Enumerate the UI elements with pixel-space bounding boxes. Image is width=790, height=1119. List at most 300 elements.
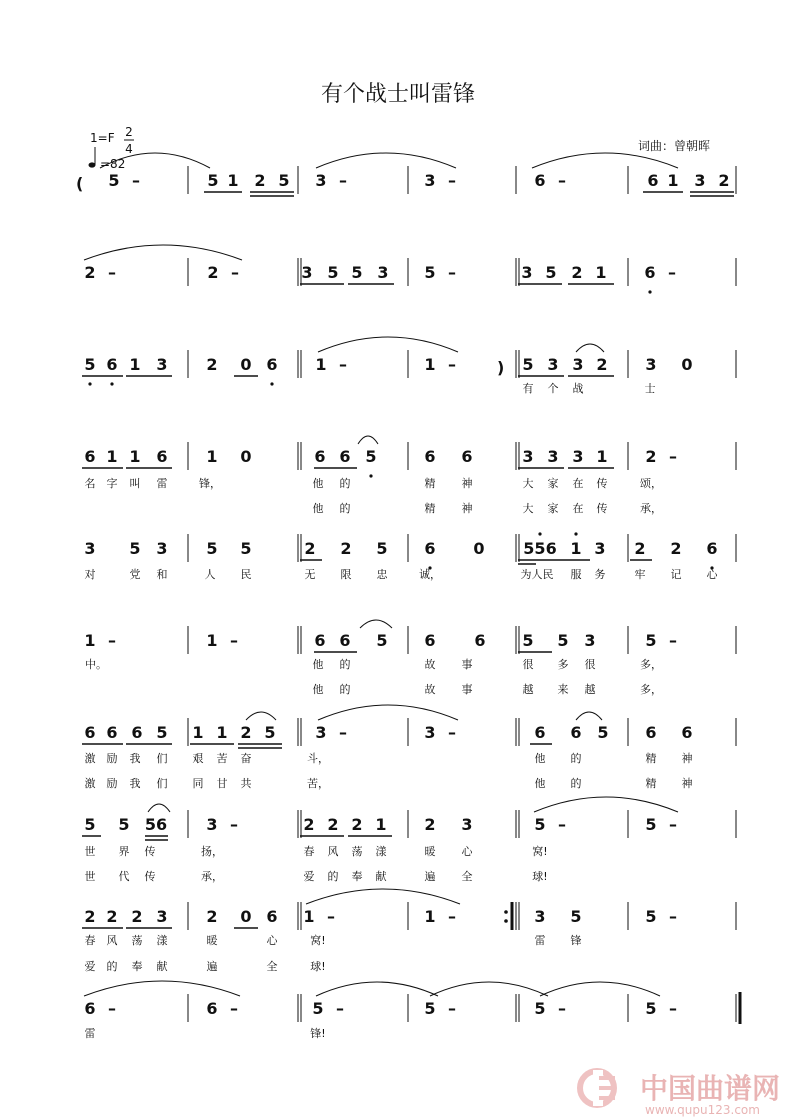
note: 2 (206, 907, 218, 926)
lyric-syllable: 心 (706, 568, 718, 581)
repeat-dot (504, 910, 508, 914)
lyric-syllable: 中。 (85, 658, 107, 671)
note: 2 (571, 263, 583, 282)
note: 1 (667, 171, 679, 190)
lyric-syllable: 承， (640, 502, 662, 515)
note: 6 (266, 907, 278, 926)
note: 6 (424, 631, 436, 650)
lyric-syllable: 神 (681, 777, 693, 790)
dash-note: – (108, 999, 116, 1018)
lyric-syllable: 他 (534, 777, 546, 790)
note: 5 (376, 631, 388, 650)
note: 3 (156, 539, 168, 558)
note: 5 (376, 539, 388, 558)
dash-note: – (669, 631, 677, 650)
note: 5 (206, 539, 218, 558)
note: 6 (424, 539, 436, 558)
note: 5 (264, 723, 276, 742)
lyric-syllable: 神 (461, 502, 473, 515)
note: 5 (84, 355, 96, 374)
note: 6 (84, 447, 96, 466)
note: 3 (522, 447, 534, 466)
note: 556 (523, 539, 557, 558)
lyric-syllable: 记 (670, 568, 682, 581)
lyric-syllable: 战 (572, 382, 584, 395)
note: 6 (570, 723, 582, 742)
note: 5 (597, 723, 609, 742)
lyric-syllable: 我 (129, 752, 141, 765)
lyric-syllable: 爱 (84, 960, 96, 973)
note: 5 (545, 263, 557, 282)
note: 2 (670, 539, 682, 558)
lyric-syllable: 和 (156, 568, 168, 581)
key-signature: 1=F (90, 131, 115, 145)
note: 6 (647, 171, 659, 190)
note: 5 (278, 171, 290, 190)
lyric-syllable: 界 (118, 845, 130, 858)
dash-note: – (230, 631, 238, 650)
note: 1 (206, 447, 218, 466)
dash-note: – (108, 631, 116, 650)
quarter-note-icon (89, 147, 96, 168)
note: 6 (461, 447, 473, 466)
song-title: 有个战士叫雷锋 (320, 82, 476, 107)
slur (540, 982, 660, 996)
lyric-syllable: 漾 (375, 845, 387, 858)
note: 5 (645, 999, 657, 1018)
notation-row (82, 436, 736, 515)
lyric-syllable: 服 (570, 568, 582, 581)
lyric-syllable: 励 (106, 777, 118, 790)
note: 6 (314, 631, 326, 650)
note: 3 (594, 539, 606, 558)
note: 1 (375, 815, 387, 834)
note: 3 (694, 171, 706, 190)
note: 3 (461, 815, 473, 834)
note: 5 (84, 815, 96, 834)
dash-note: – (231, 263, 239, 282)
lyric-syllable: 锋! (310, 1027, 326, 1040)
low-octave-dot (648, 290, 651, 293)
watermark-logo-icon (580, 1070, 615, 1106)
repeat-start-bracket: ( (76, 174, 84, 193)
credits: 词曲：曾朝晖 (638, 139, 711, 153)
note: 6 (156, 447, 168, 466)
low-octave-dot (369, 474, 372, 477)
note: 1 (106, 447, 118, 466)
lyric-syllable: 奉 (131, 960, 143, 973)
notation-row (82, 705, 736, 790)
note: 1 (206, 631, 218, 650)
note: 5 (522, 355, 534, 374)
slur (534, 797, 678, 812)
dash-note: – (448, 263, 456, 282)
lyric-syllable: 全 (266, 960, 278, 973)
note: 0 (240, 907, 252, 926)
note: 6 (84, 723, 96, 742)
note: 5 (534, 815, 546, 834)
lyric-syllable: 爱 (303, 870, 315, 883)
lyric-syllable: 精 (645, 777, 657, 790)
dash-note: – (558, 999, 566, 1018)
lyric-syllable: 的 (327, 870, 339, 883)
slur (316, 153, 456, 168)
note: 0 (681, 355, 693, 374)
lyric-syllable: 传 (596, 477, 608, 490)
note: 6 (706, 539, 718, 558)
note: 5 (645, 631, 657, 650)
lyric-syllable: 事 (461, 683, 473, 696)
note: 6 (106, 355, 118, 374)
dash-note: – (669, 999, 677, 1018)
lyric-syllable: 荡 (131, 934, 143, 947)
lyric-syllable: 颂， (640, 477, 662, 490)
note: 1 (315, 355, 327, 374)
lyric-syllable: 全 (461, 870, 473, 883)
lyric-syllable: 代 (118, 870, 130, 883)
lyric-syllable: 的 (339, 683, 351, 696)
note: 2 (718, 171, 730, 190)
note: 1 (424, 907, 436, 926)
note: 0 (473, 539, 485, 558)
lyric-syllable: 士 (644, 382, 656, 395)
tempo-marking: =82 (100, 157, 126, 171)
lyric-syllable: 对 (84, 568, 96, 581)
lyric-syllable: 承， (201, 870, 223, 883)
lyric-syllable: 诚， (419, 568, 441, 581)
dash-note: – (448, 355, 456, 374)
slur (84, 981, 240, 996)
lyric-syllable: 个 (547, 382, 559, 395)
note: 3 (584, 631, 596, 650)
slur (246, 712, 276, 720)
lyric-syllable: 世 (84, 870, 96, 883)
lyric-syllable: 励 (106, 752, 118, 765)
note: 2 (596, 355, 608, 374)
note: 5 (424, 999, 436, 1018)
note: 6 (206, 999, 218, 1018)
lyric-syllable: 雷 (84, 1027, 96, 1040)
lyric-syllable: 球! (310, 960, 326, 973)
lyric-syllable: 叫 (129, 477, 141, 490)
notation-row (82, 889, 736, 973)
dash-note: – (230, 815, 238, 834)
lyric-syllable: 的 (339, 502, 351, 515)
repeat-end-bracket: ) (497, 358, 505, 377)
lyric-syllable: 激 (84, 777, 96, 790)
lyric-syllable: 雷 (534, 934, 546, 947)
lyric-syllable: 家 (547, 477, 559, 490)
lyric-syllable: 苦， (307, 777, 329, 790)
slur (148, 804, 170, 812)
slur (318, 337, 458, 352)
dash-note: – (448, 999, 456, 1018)
lyric-syllable: 限 (340, 568, 352, 581)
lyric-syllable: 故 (424, 683, 436, 696)
note: 3 (301, 263, 313, 282)
lyric-syllable: 奉 (351, 870, 363, 883)
note: 6 (339, 447, 351, 466)
dash-note: – (448, 171, 456, 190)
note: 5 (129, 539, 141, 558)
lyric-syllable: 很 (522, 658, 534, 671)
note: 2 (303, 815, 315, 834)
note: 6 (131, 723, 143, 742)
lyric-syllable: 家 (547, 502, 559, 515)
lyric-syllable: 漾 (156, 934, 168, 947)
lyric-syllable: 世 (84, 845, 96, 858)
note: 2 (106, 907, 118, 926)
lyric-syllable: 窝! (310, 934, 326, 947)
lyric-syllable: 他 (312, 502, 324, 515)
note: 3 (156, 355, 168, 374)
lyric-syllable: 的 (570, 752, 582, 765)
slur (318, 705, 458, 720)
lyric-syllable: 的 (339, 658, 351, 671)
note: 5 (365, 447, 377, 466)
lyric-syllable: 为人民 (520, 568, 554, 581)
lyric-syllable: 越 (522, 683, 534, 696)
note: 5 (327, 263, 339, 282)
lyric-syllable: 甘 (216, 777, 228, 790)
dash-note: – (336, 999, 344, 1018)
lyric-syllable: 的 (339, 477, 351, 490)
repeat-dot (504, 919, 508, 923)
note: 5 (118, 815, 130, 834)
notation-row (82, 797, 736, 883)
lyric-syllable: 精 (424, 477, 436, 490)
lyric-syllable: 的 (570, 777, 582, 790)
notation-row (76, 153, 736, 196)
lyric-syllable: 斗， (307, 752, 329, 765)
dash-note: – (448, 723, 456, 742)
dash-note: – (132, 171, 140, 190)
lyric-syllable: 无 (304, 568, 316, 581)
note: 2 (424, 815, 436, 834)
watermark-brand: 中国曲谱网 (640, 1072, 781, 1105)
note: 6 (424, 447, 436, 466)
lyric-syllable: 暖 (424, 845, 436, 858)
lyric-syllable: 传 (596, 502, 608, 515)
watermark-url: www.qupu123.com (645, 1103, 760, 1117)
note: 2 (327, 815, 339, 834)
lyric-syllable: 风 (327, 845, 339, 858)
dash-note: – (558, 171, 566, 190)
lyric-syllable: 事 (461, 658, 473, 671)
lyric-syllable: 献 (156, 960, 168, 973)
note: 2 (645, 447, 657, 466)
dash-note: – (669, 907, 677, 926)
note: 0 (240, 355, 252, 374)
lyric-syllable: 们 (156, 777, 168, 790)
lyric-syllable: 字 (106, 477, 118, 490)
lyric-syllable: 心 (266, 934, 278, 947)
lyric-syllable: 精 (645, 752, 657, 765)
lyric-syllable: 遍 (424, 870, 436, 883)
lyric-syllable: 心 (461, 845, 473, 858)
note: 1 (129, 355, 141, 374)
note: 5 (424, 263, 436, 282)
note: 2 (206, 355, 218, 374)
dash-note: – (230, 999, 238, 1018)
lyric-syllable: 苦 (216, 752, 228, 765)
note: 3 (424, 171, 436, 190)
note: 5 (534, 999, 546, 1018)
note: 3 (534, 907, 546, 926)
lyric-syllable: 多 (557, 658, 569, 671)
note: 5 (156, 723, 168, 742)
slur (316, 982, 438, 996)
high-octave-dot (574, 532, 577, 535)
dash-note: – (339, 355, 347, 374)
note: 3 (315, 171, 327, 190)
note: 1 (129, 447, 141, 466)
lyric-syllable: 们 (156, 752, 168, 765)
note: 1 (227, 171, 239, 190)
time-signature-bottom: 4 (125, 142, 133, 156)
note: 6 (84, 999, 96, 1018)
high-octave-dot (538, 532, 541, 535)
note: 3 (547, 447, 559, 466)
note: 2 (240, 723, 252, 742)
notation-row (84, 620, 736, 696)
lyric-syllable: 神 (461, 477, 473, 490)
lyric-syllable: 多， (640, 683, 662, 696)
lyric-syllable: 名 (84, 477, 96, 490)
note: 2 (634, 539, 646, 558)
lyric-syllable: 有 (522, 382, 534, 395)
note: 1 (570, 539, 582, 558)
lyric-syllable: 在 (572, 502, 584, 515)
lyric-syllable: 献 (375, 870, 387, 883)
note: 5 (570, 907, 582, 926)
lyric-syllable: 锋 (570, 934, 582, 947)
note: 56 (144, 815, 168, 834)
dash-note: – (669, 815, 677, 834)
dash-note: – (108, 263, 116, 282)
lyric-syllable: 他 (312, 477, 324, 490)
dash-note: – (339, 723, 347, 742)
note: 6 (266, 355, 278, 374)
lyric-syllable: 窝! (532, 845, 548, 858)
lyric-syllable: 很 (584, 658, 596, 671)
note: 2 (340, 539, 352, 558)
note: 5 (645, 907, 657, 926)
lyric-syllable: 神 (681, 752, 693, 765)
note: 5 (312, 999, 324, 1018)
note: 6 (314, 447, 326, 466)
note: 3 (156, 907, 168, 926)
note: 6 (645, 723, 657, 742)
note: 3 (84, 539, 96, 558)
lyric-syllable: 故 (424, 658, 436, 671)
note: 3 (547, 355, 559, 374)
slur (576, 712, 602, 720)
note: 5 (207, 171, 219, 190)
note: 3 (377, 263, 389, 282)
slur (84, 245, 242, 260)
lyric-syllable: 越 (584, 683, 596, 696)
lyric-syllable: 球! (532, 870, 548, 883)
note: 5 (522, 631, 534, 650)
notation-rows (76, 153, 740, 1040)
lyric-syllable: 同 (192, 777, 204, 790)
slur (358, 436, 378, 444)
lyric-syllable: 锋， (199, 477, 221, 490)
note: 6 (106, 723, 118, 742)
lyric-syllable: 春 (84, 934, 96, 947)
lyric-syllable: 奋 (240, 752, 252, 765)
lyric-syllable: 我 (129, 777, 141, 790)
lyric-syllable: 民 (240, 568, 252, 581)
note: 1 (424, 355, 436, 374)
note: 2 (304, 539, 316, 558)
note: 2 (131, 907, 143, 926)
lyric-syllable: 来 (557, 683, 569, 696)
note: 1 (192, 723, 204, 742)
note: 5 (108, 171, 120, 190)
lyric-syllable: 人 (204, 568, 216, 581)
lyric-syllable: 艰 (192, 752, 204, 765)
lyric-syllable: 暖 (206, 934, 218, 947)
note: 1 (216, 723, 228, 742)
note: 6 (534, 723, 546, 742)
low-octave-dot (270, 382, 273, 385)
note: 6 (474, 631, 486, 650)
lyric-syllable: 忠 (376, 568, 388, 581)
lyric-syllable: 遍 (206, 960, 218, 973)
lyric-syllable: 激 (84, 752, 96, 765)
notation-row (82, 337, 736, 395)
lyric-syllable: 的 (106, 960, 118, 973)
low-octave-dot (88, 382, 91, 385)
notation-row (84, 981, 740, 1040)
note: 1 (84, 631, 96, 650)
lyric-syllable: 他 (312, 658, 324, 671)
lyric-syllable: 传 (144, 870, 156, 883)
note: 0 (240, 447, 252, 466)
lyric-syllable: 多， (640, 658, 662, 671)
low-octave-dot (110, 382, 113, 385)
lyric-syllable: 大 (522, 502, 534, 515)
note: 1 (303, 907, 315, 926)
slur (576, 344, 604, 352)
lyric-syllable: 他 (312, 683, 324, 696)
note: 3 (645, 355, 657, 374)
note: 6 (534, 171, 546, 190)
lyric-syllable: 荡 (351, 845, 363, 858)
slur (430, 982, 548, 996)
note: 1 (596, 447, 608, 466)
lyric-syllable: 牢 (634, 568, 646, 581)
lyric-syllable: 精 (424, 502, 436, 515)
lyric-syllable: 共 (240, 777, 252, 790)
note: 3 (572, 355, 584, 374)
note: 3 (424, 723, 436, 742)
lyric-syllable: 雷 (156, 477, 168, 490)
note: 1 (595, 263, 607, 282)
slur (532, 153, 678, 168)
note: 5 (240, 539, 252, 558)
slur (306, 889, 460, 904)
note: 6 (644, 263, 656, 282)
time-signature-top: 2 (125, 125, 133, 139)
note: 2 (207, 263, 219, 282)
note: 2 (84, 907, 96, 926)
lyric-syllable: 大 (522, 477, 534, 490)
note: 3 (572, 447, 584, 466)
dash-note: – (668, 263, 676, 282)
